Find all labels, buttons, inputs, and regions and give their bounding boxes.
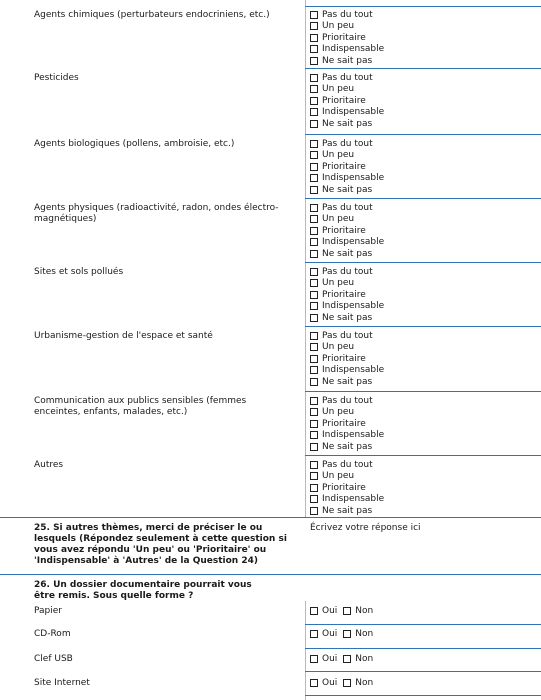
option-indispensable[interactable]: [310, 44, 384, 56]
yes-no-group: [310, 629, 379, 639]
checkbox[interactable]: [310, 607, 318, 615]
option-label: Un peu: [322, 278, 355, 289]
options-group: [310, 330, 384, 388]
option-ne-sait-pas[interactable]: [310, 184, 384, 196]
option-label: Prioritaire: [322, 32, 366, 43]
option-label: Ne sait pas: [322, 184, 373, 195]
topic-label: Agents physiques (radioactivité, radon, ondes électro-magnétiques): [34, 203, 279, 224]
row-separator: [305, 6, 541, 7]
checkbox[interactable]: [310, 630, 318, 638]
option-label: Indispensable: [322, 44, 385, 55]
option-oui[interactable]: [310, 678, 337, 688]
checkbox[interactable]: [343, 679, 351, 687]
option-label: Un peu: [322, 21, 355, 32]
option-prioritaire[interactable]: [310, 161, 384, 173]
option-non[interactable]: [343, 606, 373, 616]
options-group: [310, 395, 384, 453]
option-label: Pas du tout: [322, 72, 373, 83]
question-26: 26. Un dossier documentaire pourrait vous être remis. Sous quelle forme ?: [34, 580, 252, 601]
option-label: Oui: [322, 678, 338, 688]
checkbox[interactable]: [310, 108, 318, 116]
option-prioritaire[interactable]: [310, 418, 384, 430]
checkbox[interactable]: [310, 74, 318, 82]
row-separator: [305, 624, 541, 625]
option-label: Ne sait pas: [322, 505, 373, 516]
option-pas-du-tout[interactable]: [310, 202, 384, 214]
checkbox[interactable]: [310, 140, 318, 148]
option-pas-du-tout[interactable]: [310, 72, 384, 84]
option-label: Pas du tout: [322, 9, 373, 20]
checkbox[interactable]: [310, 57, 318, 65]
option-non[interactable]: [343, 654, 373, 664]
option-label: Indispensable: [322, 107, 385, 118]
checkbox[interactable]: [310, 120, 318, 128]
option-label: Indispensable: [322, 173, 385, 184]
yes-no-group: [310, 654, 379, 664]
option-label: Prioritaire: [322, 353, 366, 364]
checkbox[interactable]: [310, 408, 318, 416]
checkbox[interactable]: [310, 163, 318, 171]
yes-no-group: [310, 606, 379, 616]
option-label: Ne sait pas: [322, 441, 373, 452]
topic-label: Agents chimiques (perturbateurs endocriniens, etc.): [34, 10, 270, 20]
format-label: Clef USB: [34, 654, 73, 664]
option-pas-du-tout[interactable]: [310, 138, 384, 150]
option-oui[interactable]: [310, 629, 337, 639]
checkbox[interactable]: [310, 34, 318, 42]
option-label: Prioritaire: [322, 482, 366, 493]
checkbox[interactable]: [310, 227, 318, 235]
topic-label: Autres: [34, 460, 64, 470]
row-separator: [305, 134, 541, 135]
option-ne-sait-pas[interactable]: [310, 312, 384, 324]
option-label: Un peu: [322, 471, 355, 482]
checkbox[interactable]: [310, 97, 318, 105]
checkbox[interactable]: [310, 443, 318, 451]
format-label: Papier: [34, 606, 62, 616]
option-label: Indispensable: [322, 237, 385, 248]
checkbox[interactable]: [310, 302, 318, 310]
column-divider-2: [305, 601, 306, 700]
option-label: Un peu: [322, 150, 355, 161]
option-label: Pas du tout: [322, 138, 373, 149]
checkbox[interactable]: [310, 484, 318, 492]
options-group: [310, 138, 384, 196]
options-group: [310, 9, 384, 67]
option-indispensable[interactable]: [310, 301, 384, 313]
option-pas-du-tout[interactable]: [310, 266, 384, 278]
row-separator: [305, 391, 541, 392]
option-label: Prioritaire: [322, 95, 366, 106]
topic-label: Sites et sols pollués: [34, 267, 124, 277]
options-group: [310, 72, 384, 130]
option-label: Ne sait pas: [322, 248, 373, 259]
topic-label: Agents biologiques (pollens, ambroisie, etc.): [34, 139, 235, 149]
option-label: Ne sait pas: [322, 118, 373, 129]
option-label: Pas du tout: [322, 459, 373, 470]
option-indispensable[interactable]: [310, 494, 384, 506]
yes-no-group: [310, 678, 379, 688]
option-label: Un peu: [322, 407, 355, 418]
option-indispensable[interactable]: [310, 173, 384, 185]
checkbox[interactable]: [310, 679, 318, 687]
format-label: CD-Rom: [34, 629, 71, 639]
checkbox[interactable]: [310, 378, 318, 386]
option-label: Non: [355, 678, 374, 688]
checkbox[interactable]: [310, 291, 318, 299]
option-prioritaire[interactable]: [310, 32, 384, 44]
option-ne-sait-pas[interactable]: [310, 55, 384, 67]
row-separator: [305, 326, 541, 327]
option-label: Pas du tout: [322, 395, 373, 406]
checkbox[interactable]: [343, 655, 351, 663]
row-separator: [305, 198, 541, 199]
option-pas-du-tout[interactable]: [310, 395, 384, 407]
option-prioritaire[interactable]: [310, 225, 384, 237]
checkbox[interactable]: [310, 11, 318, 19]
option-label: Indispensable: [322, 301, 385, 312]
checkbox[interactable]: [310, 204, 318, 212]
option-label: Prioritaire: [322, 225, 366, 236]
option-un-peu[interactable]: [310, 150, 384, 162]
checkbox[interactable]: [310, 85, 318, 93]
answer-field-q25[interactable]: Écrivez votre réponse ici: [310, 523, 421, 533]
option-un-peu[interactable]: [310, 278, 384, 290]
option-label: Non: [355, 606, 374, 616]
checkbox[interactable]: [310, 431, 318, 439]
option-prioritaire[interactable]: [310, 353, 384, 365]
checkbox[interactable]: [343, 630, 351, 638]
row-separator: [305, 262, 541, 263]
checkbox[interactable]: [310, 355, 318, 363]
option-un-peu[interactable]: [310, 471, 384, 483]
checkbox[interactable]: [310, 45, 318, 53]
option-prioritaire[interactable]: [310, 289, 384, 301]
row-separator: [305, 648, 541, 649]
option-label: Un peu: [322, 214, 355, 225]
option-label: Oui: [322, 629, 338, 639]
checkbox[interactable]: [310, 461, 318, 469]
option-label: Non: [355, 629, 374, 639]
option-non[interactable]: [343, 678, 373, 688]
checkbox[interactable]: [310, 250, 318, 258]
row-separator: [305, 68, 541, 69]
option-ne-sait-pas[interactable]: [310, 441, 384, 453]
option-label: Un peu: [322, 84, 355, 95]
option-oui[interactable]: [310, 606, 337, 616]
option-label: Pas du tout: [322, 202, 373, 213]
checkbox[interactable]: [310, 174, 318, 182]
option-label: Ne sait pas: [322, 376, 373, 387]
checkbox[interactable]: [310, 343, 318, 351]
row-separator: [305, 671, 541, 672]
option-prioritaire[interactable]: [310, 482, 384, 494]
checkbox[interactable]: [310, 151, 318, 159]
row-separator: [305, 695, 541, 696]
checkbox[interactable]: [310, 268, 318, 276]
checkbox[interactable]: [310, 655, 318, 663]
option-label: Oui: [322, 654, 338, 664]
option-pas-du-tout[interactable]: [310, 9, 384, 21]
checkbox[interactable]: [310, 495, 318, 503]
option-un-peu[interactable]: [310, 214, 384, 226]
options-group: [310, 202, 384, 260]
option-indispensable[interactable]: [310, 365, 384, 377]
option-ne-sait-pas[interactable]: [310, 505, 384, 517]
format-label: Site Internet: [34, 678, 90, 688]
option-un-peu[interactable]: [310, 407, 384, 419]
option-ne-sait-pas[interactable]: [310, 376, 384, 388]
option-ne-sait-pas[interactable]: [310, 118, 384, 130]
topic-label: Urbanisme-gestion de l'espace et santé: [34, 331, 213, 341]
checkbox[interactable]: [310, 186, 318, 194]
option-pas-du-tout[interactable]: [310, 459, 384, 471]
option-prioritaire[interactable]: [310, 95, 384, 107]
option-label: Indispensable: [322, 494, 385, 505]
topic-label: Communication aux publics sensibles (femmes enceintes, enfants, malades, etc.): [34, 396, 247, 417]
option-label: Prioritaire: [322, 418, 366, 429]
section-separator: [0, 517, 541, 518]
question-25: 25. Si autres thèmes, merci de préciser le ou lesquels (Répondez seulement à cette question si vous avez répondu 'Un peu' ou 'Prioritaire' ou 'Indispensable' à 'Autres' de la Question 24): [34, 523, 287, 566]
option-oui[interactable]: [310, 654, 337, 664]
checkbox[interactable]: [310, 279, 318, 287]
option-indispensable[interactable]: [310, 237, 384, 249]
option-label: Ne sait pas: [322, 55, 373, 66]
checkbox[interactable]: [310, 507, 318, 515]
option-un-peu[interactable]: [310, 21, 384, 33]
section-separator: [0, 574, 541, 575]
checkbox[interactable]: [343, 607, 351, 615]
checkbox[interactable]: [310, 472, 318, 480]
option-un-peu[interactable]: [310, 342, 384, 354]
option-label: Prioritaire: [322, 289, 366, 300]
option-label: Pas du tout: [322, 266, 373, 277]
option-non[interactable]: [343, 629, 373, 639]
option-ne-sait-pas[interactable]: [310, 248, 384, 260]
option-label: Prioritaire: [322, 161, 366, 172]
option-un-peu[interactable]: [310, 84, 384, 96]
option-label: Oui: [322, 606, 338, 616]
option-indispensable[interactable]: [310, 107, 384, 119]
options-group: [310, 266, 384, 324]
topic-label: Pesticides: [34, 73, 79, 83]
option-label: Pas du tout: [322, 330, 373, 341]
option-label: Un peu: [322, 342, 355, 353]
checkbox[interactable]: [310, 397, 318, 405]
checkbox[interactable]: [310, 238, 318, 246]
option-label: Indispensable: [322, 430, 385, 441]
column-divider: [305, 0, 306, 517]
option-label: Indispensable: [322, 365, 385, 376]
row-separator: [305, 455, 541, 456]
options-group: [310, 459, 384, 517]
option-indispensable[interactable]: [310, 430, 384, 442]
checkbox[interactable]: [310, 215, 318, 223]
checkbox[interactable]: [310, 314, 318, 322]
checkbox[interactable]: [310, 366, 318, 374]
checkbox[interactable]: [310, 332, 318, 340]
option-pas-du-tout[interactable]: [310, 330, 384, 342]
checkbox[interactable]: [310, 22, 318, 30]
option-label: Non: [355, 654, 374, 664]
checkbox[interactable]: [310, 420, 318, 428]
option-label: Ne sait pas: [322, 312, 373, 323]
